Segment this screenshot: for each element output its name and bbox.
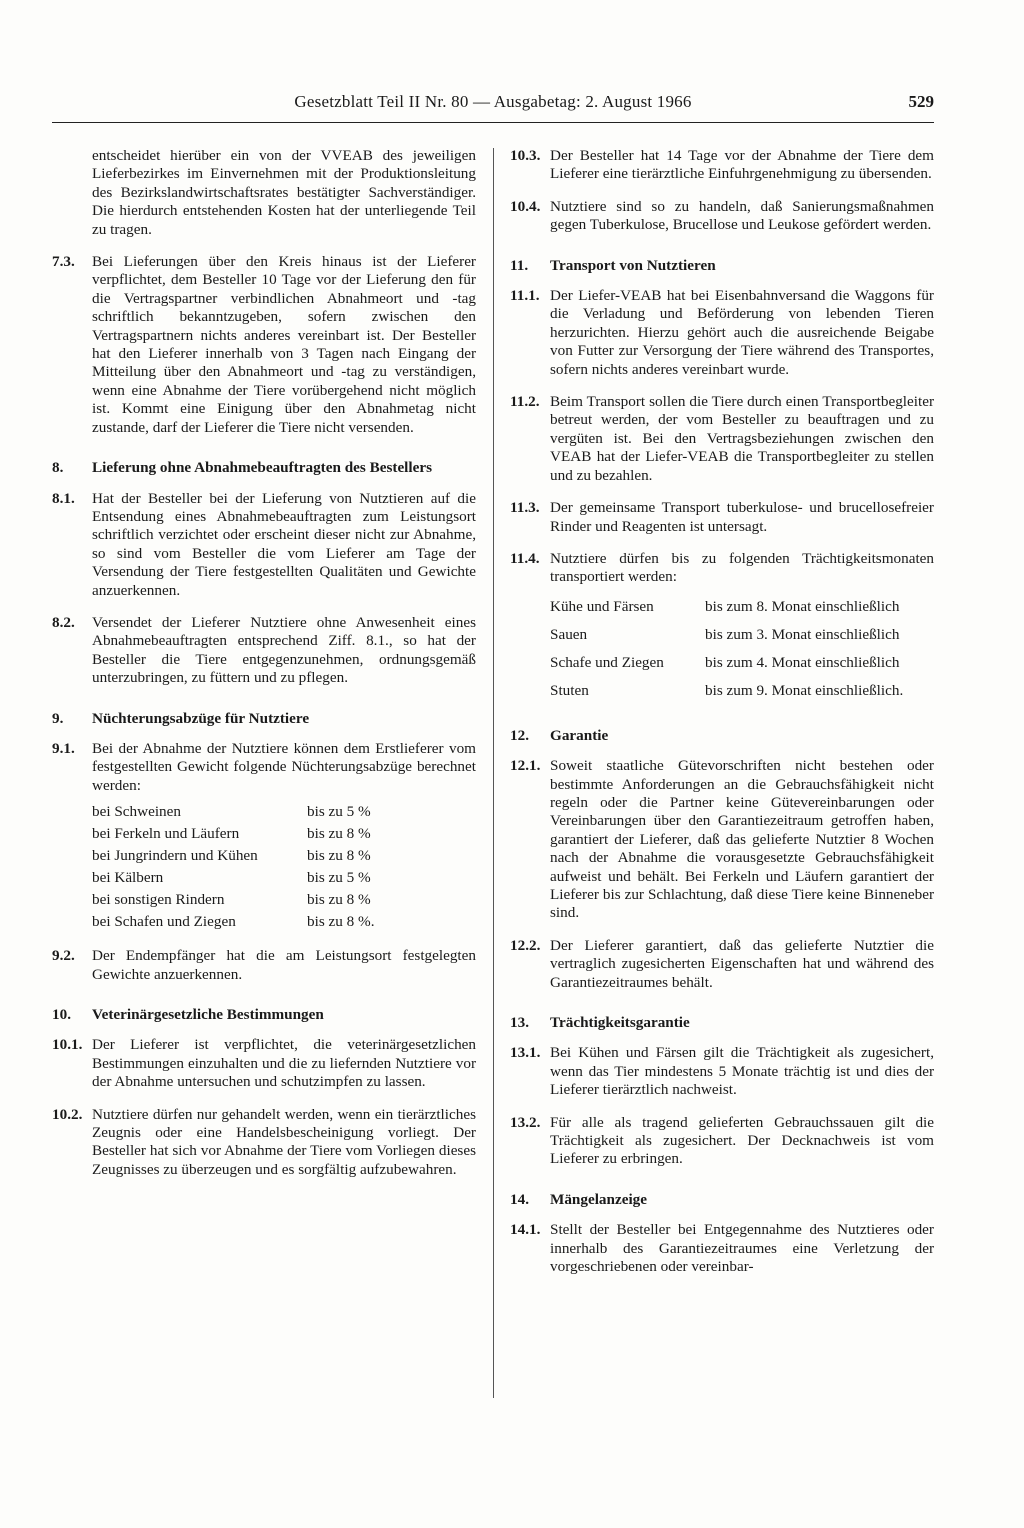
table-row [92,911,375,933]
page-number: 529 [908,92,934,111]
section-text: Bei Kühen und Färsen gilt die Trächtigkeit als zugesichert, wenn das Tier mindestens 5 Monate trächtig ist und dies der Lieferer tierärztlich nachweist. [550,1044,934,1099]
limit-cell: bis zum 8. Monat einschließlich [705,597,900,615]
section-13-1 [510,1044,934,1099]
section-10-4 [510,198,934,235]
deductions-table [92,801,375,933]
section-number: 11.1. [510,287,540,305]
value-cell: bis zu 8 % [307,825,371,843]
section-10-3 [510,147,934,184]
heading-12 [510,727,934,745]
section-text: Der Besteller hat 14 Tage vor der Abnahme der Tiere dem Lieferer eine tierärztliche Einfuhrgenehmigung zu übersenden. [550,147,934,183]
section-number: 10.4. [510,197,541,215]
table-row [92,801,375,823]
heading-8 [52,459,476,477]
table-row [550,593,903,621]
section-number: 12.2. [510,936,541,954]
animal-cell: bei Schafen und Ziegen [92,913,236,931]
section-number: 10.3. [510,147,541,164]
section-text: Versendet der Lieferer Nutztiere ohne Anwesenheit eines Abnahmebeauftragten entsprechend Ziff. 8.1., so hat der Besteller die Tiere entgegenzunehmen, ordnungsgemäß unterzubringen, zu füttern und zu pflegen. [92,613,476,687]
section-text: Bei Lieferungen über den Kreis hinaus ist der Lieferer verpflichtet, dem Besteller 10 Tage vor der Lieferung den für die Vertragspartner verbindlichen Abnahmeort und -tag schriftlich bekanntzugeben, sofern zwischen den Vertragspartnern nichts anderes vereinbart ist. Der Besteller hat den Lieferer innerhalb von 3 Tagen nach Eingang der Mitteilung über den Abnahmeort und -tag zu verständigen, wenn eine Abnahme der Tiere vorübergehend nicht möglich ist. Kommt eine Einigung über den Abnahmetag nicht zustande, darf der Lieferer die Tiere nicht versenden. [92,253,476,436]
section-text: Der Liefer-VEAB hat bei Eisenbahnversand die Waggons für die Verladung und Beförderung von lebenden Tieren herzurichten. Hierzu gehört auch die ausreichende Beigabe von Futter zur Versorgung der Tiere während des Transportes, sofern nichts anderes vereinbart wurde. [550,287,934,378]
column-divider [493,148,494,1398]
section-11-3 [510,499,934,536]
heading-14 [510,1191,934,1209]
section-text: Bei der Abnahme der Nutztiere können dem Erstlieferer vom festgestellten Gewicht folgende Nüchterungsabzüge berechnet werden: [92,739,476,794]
heading-10 [52,1006,476,1024]
table-row [550,649,903,677]
section-text: Der Lieferer garantiert, daß das gelieferte Nutztier die vertraglich zugesicherten Eigenschaften hat und während des Garantiezeitraumes behält. [550,936,934,991]
limit-cell: bis zum 4. Monat einschließlich [705,653,900,671]
animal-cell: bei Schweinen [92,803,181,821]
table-row [92,845,375,867]
heading-text: Transport von Nutztieren [550,256,716,274]
heading-text: Garantie [550,726,609,744]
value-cell: bis zu 8 % [307,847,371,865]
section-number: 14.1. [510,1221,541,1239]
continued-paragraph: entscheidet hierüber ein von der VVEAB des jeweiligen Lieferbezirkes im Einvernehmen mit der Produktionsleitung des Bezirkslandwirtschaftsrates bestätigter Sachverständiger. Die hierdurch entstehenden Kosten hat der unterliegende Teil zu tragen. [92,147,476,238]
value-cell: bis zu 8 %. [307,913,375,931]
value-cell: bis zu 5 % [307,803,371,821]
heading-text: Trächtigkeitsgarantie [550,1014,690,1031]
table-row [92,823,375,845]
table-row [550,621,903,649]
pregnancy-limits-table [550,593,903,705]
section-11-2 [510,393,934,485]
section-text: Hat der Besteller bei der Lieferung von Nutztieren auf die Entsendung eines Abnahmebeauftragten zum Leistungsort schriftlich verzichtet oder erscheint dieser nicht zur Abnahme, so sind vom Besteller die vom Lieferer am Tage der Versendung der Tiere festgestellten Qualitäten und Gewichte anzuerkennen. [92,489,476,599]
section-number: 9.1. [52,739,75,757]
section-text: Nutztiere dürfen nur gehandelt werden, wenn ein tierärztliches Zeugnis oder eine Handelsbescheinigung vorliegt. Der Besteller hat sich vor Abnahme der Tiere vom Vorliegen dieses Zeugnisses zu überzeugen und es sorgfältig aufzubewahren. [92,1105,476,1178]
section-14-1 [510,1221,934,1276]
limit-cell: bis zum 9. Monat einschließlich. [705,681,904,699]
section-number: 13.2. [510,1113,541,1131]
section-number: 9.2. [52,947,75,965]
section-text: Für alle als tragend gelieferten Gebrauchssauen gilt die Trächtigkeit als zugesichert. Der Decknachweis ist vom Lieferer zu erbringen. [550,1113,934,1168]
section-number: 8.1. [52,489,75,507]
section-number: 11.3. [510,499,540,517]
section-7-3 [52,253,476,437]
section-11-1 [510,287,934,379]
animal-cell: bei sonstigen Rindern [92,891,225,909]
section-number: 7.3. [52,253,75,271]
animal-cell: bei Jungrindern und Kühen [92,847,258,865]
heading-number: 13. [510,1014,529,1031]
section-text: Nutztiere sind so zu handeln, daß Sanierungsmaßnahmen gegen Tuberkulose, Brucellose und Leukose gefördert werden. [550,197,934,234]
table-row [92,889,375,911]
heading-text: Mängelanzeige [550,1190,648,1208]
heading-number: 8. [52,459,64,477]
section-10-1 [52,1036,476,1091]
animal-cell: Stuten [550,681,589,699]
section-number: 8.2. [52,613,75,631]
heading-number: 11. [510,256,529,274]
section-text: Stellt der Besteller bei Entgegennahme des Nutztieres oder innerhalb des Garantiezeitraumes eine Verletzung der vorgeschriebenen oder vereinbar- [550,1221,934,1276]
value-cell: bis zu 8 % [307,891,371,909]
section-9-1 [52,740,476,795]
heading-9 [52,710,476,728]
heading-number: 12. [510,726,529,744]
section-number: 11.2. [510,393,540,411]
left-column [52,147,476,1193]
section-number: 11.4. [510,549,540,567]
section-13-2 [510,1114,934,1169]
section-number: 10.1. [52,1036,83,1054]
heading-number: 10. [52,1006,71,1023]
animal-cell: Schafe und Ziegen [550,653,664,671]
table-row [550,677,903,705]
section-12-2 [510,937,934,992]
section-8-1 [52,490,476,600]
section-10-2 [52,1106,476,1180]
page-header [52,88,934,123]
heading-text: Nüchterungsabzüge für Nutztiere [92,709,310,727]
heading-number: 9. [52,709,64,727]
section-text: Der Endempfänger hat die am Leistungsort festgelegten Gewichte anzuerkennen. [92,947,476,983]
animal-cell: Kühe und Färsen [550,597,654,615]
limit-cell: bis zum 3. Monat einschließlich [705,625,900,643]
header-title: Gesetzblatt Teil II Nr. 80 — Ausgabetag: 2. August 1966 [294,92,692,111]
table-row [92,867,375,889]
section-text: Der Lieferer ist verpflichtet, die veterinärgesetzlichen Bestimmungen einzuhalten und die zu liefernden Nutztiere vor der Abnahme untersuchen und schutzimpfen zu lassen. [92,1036,476,1091]
section-text: Soweit staatliche Gütevorschriften nicht bestehen oder bestimmte Anforderungen an die Gebrauchsfähigkeit nicht regeln oder die Partner keine Gütevereinbarungen oder Vereinbarungen über den Garantiezeitraum getroffen haben, garantiert der Lieferer, daß das gelieferte Nutztier 8 Wochen nach der Abnahme die vorausgesetzte Gebrauchsfähigkeit aufweist und behält. Bei Ferkeln und Läufern garantiert der Lieferer bis zur Schlachtung, daß diese Tiere keine Binneneber sind. [550,757,934,922]
value-cell: bis zu 5 % [307,869,371,887]
heading-11 [510,257,934,275]
section-8-2 [52,614,476,688]
section-11-4 [510,550,934,587]
heading-text: Lieferung ohne Abnahmebeauftragten des Bestellers [92,459,433,477]
animal-cell: bei Kälbern [92,869,164,887]
heading-number: 14. [510,1190,529,1208]
section-text: Beim Transport sollen die Tiere durch einen Transportbegleiter betreut werden, der vom Besteller zu beauftragen und zu vergüten ist. Bei den Vertragsbeziehungen zwischen den VEAB hat der Liefer-VEAB die Transportbegleiter zu stellen und zu bezahlen. [550,393,934,484]
section-text: Der gemeinsame Transport tuberkulose- und brucellosefreier Rinder und Reagenten ist untersagt. [550,499,934,535]
heading-text: Veterinärgesetzliche Bestimmungen [92,1006,324,1023]
right-column [510,147,934,1290]
section-number: 10.2. [52,1105,83,1123]
section-number: 13.1. [510,1044,541,1062]
animal-cell: Sauen [550,625,588,643]
section-text: Nutztiere dürfen bis zu folgenden Trächtigkeitsmonaten transportiert werden: [550,549,934,586]
section-12-1 [510,757,934,923]
section-number: 12.1. [510,757,541,775]
heading-13 [510,1014,934,1032]
animal-cell: bei Ferkeln und Läufern [92,825,240,843]
section-9-2 [52,947,476,984]
